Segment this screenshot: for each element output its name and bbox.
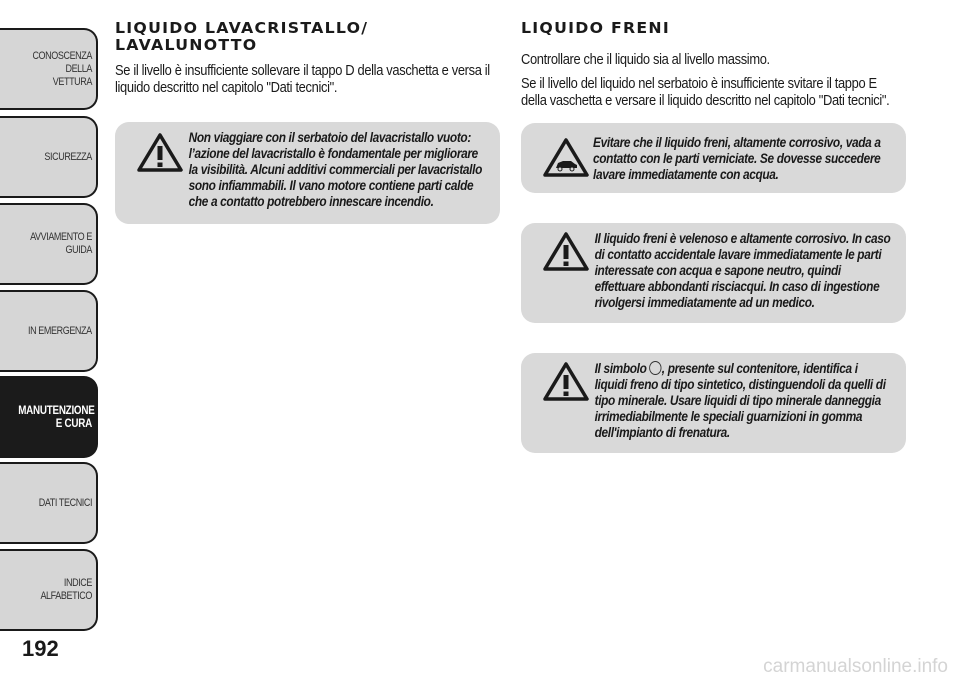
tab-sicurezza[interactable] bbox=[0, 116, 98, 198]
tab-label: DATI TECNICI bbox=[38, 496, 92, 509]
tab-manutenzione-e-cura[interactable] bbox=[0, 376, 98, 458]
washer-fluid-section bbox=[115, 20, 500, 224]
tab-label: AVVIAMENTO E GUIDA bbox=[30, 231, 93, 256]
watermark: carmanualsonline.info bbox=[763, 656, 948, 677]
heading-line: LAVALUNOTTO bbox=[115, 36, 258, 54]
warning-text-pre: Il simbolo bbox=[594, 361, 647, 376]
washer-paragraph: Se il livello è insufficiente sollevare il tappo D della vaschetta e versa il liquido descritto nel capitolo "Dati tecnici". bbox=[115, 62, 490, 96]
tab-dati-tecnici[interactable] bbox=[0, 462, 98, 544]
tab-label: IN EMERGENZA bbox=[28, 324, 92, 337]
tab-indice-alfabetico[interactable] bbox=[0, 549, 98, 631]
warning-body: Il liquido freni è velenoso e altamente corrosivo. In caso di contatto accidentale lavare immediatamente le parti interessate con acqua e sapone neutro, quindi effettuare abbondanti risciacqui. In caso di ingestione rivolgersi immediatamente ad un medico. bbox=[594, 231, 891, 310]
warning-text-post: , presente sul contenitore, identifica i liquidi freno di tipo sintetico, distinguendoli da quelli di tipo minerale. Usare liquidi di tipo minerale danneggia irrimediabilmente le speciali guarnizioni in gomma dell'impianto di frenatura. bbox=[594, 361, 886, 440]
brake-fluid-section bbox=[521, 20, 906, 453]
tab-label: CONOSCENZA DELLA VETTURA bbox=[32, 49, 92, 88]
brake-paragraph-2: Se il livello del liquido nel serbatoio è insufficiente svitare il tappo E della vaschetta e versare il liquido descritto nel capitolo "Dati tecnici". bbox=[521, 75, 890, 109]
synthetic-brake-fluid-icon bbox=[649, 361, 661, 375]
warning-text bbox=[533, 361, 892, 441]
warning-box-poison bbox=[521, 223, 906, 323]
warning-box-paint bbox=[521, 123, 906, 193]
tab-conoscenza-della-vettura[interactable] bbox=[0, 28, 98, 110]
tab-in-emergenza[interactable] bbox=[0, 290, 98, 372]
tab-label: INDICE ALFABETICO bbox=[40, 577, 92, 602]
page-number: 192 bbox=[22, 636, 59, 661]
heading-line: LIQUIDO LAVACRISTALLO/ bbox=[115, 19, 369, 37]
warning-text bbox=[127, 130, 486, 210]
warning-car-icon bbox=[543, 137, 589, 177]
tab-label: MANUTENZIONE E CURA bbox=[18, 403, 95, 430]
warning-box-symbol bbox=[521, 353, 906, 453]
tab-avviamento-e-guida[interactable] bbox=[0, 203, 98, 285]
warning-body: Non viaggiare con il serbatoio del lavacristallo vuoto: l’azione del lavacristallo è fondamentale per migliorare la visibilità. Alcuni additivi commerciali per lavacristallo sono infiammabili. Il vano motore contiene parti calde che a contatto potrebbero innescare incendio. bbox=[188, 130, 482, 209]
warning-text: Evitare che il liquido freni, altamente corrosivo, vada a contatto con le parti verniciate. Se dovesse succedere lavare immediatamente con acqua. bbox=[593, 135, 881, 182]
warning-text bbox=[533, 231, 892, 311]
warning-body bbox=[533, 361, 892, 441]
brake-paragraph-1: Controllare che il liquido sia al livello massimo. bbox=[521, 51, 770, 68]
warning-box bbox=[115, 122, 500, 224]
tab-label: SICUREZZA bbox=[44, 150, 92, 163]
section-heading bbox=[115, 20, 519, 54]
chapter-sidebar bbox=[0, 0, 100, 640]
section-heading: LIQUIDO FRENI bbox=[521, 19, 670, 37]
